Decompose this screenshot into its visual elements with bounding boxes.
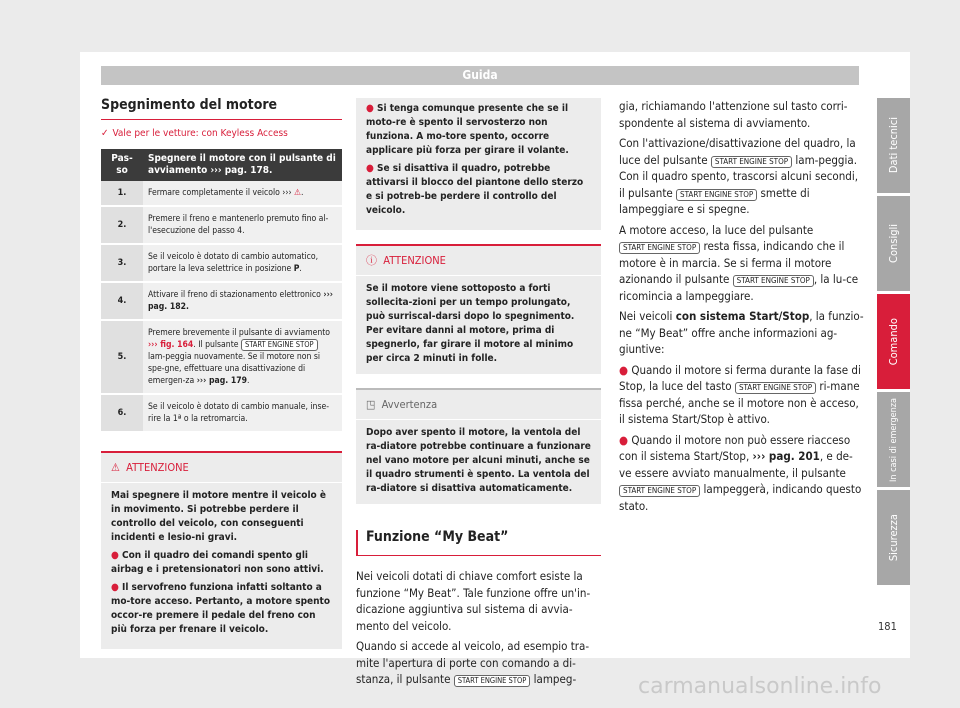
tab-dati-tecnici[interactable]: Dati tecnici: [877, 98, 910, 193]
start-engine-stop-button: START ENGINE STOP: [241, 339, 318, 351]
bullet-icon: ●: [366, 103, 374, 114]
validity-note: ✓ Vale per le vetture: con Keyless Access: [101, 128, 288, 139]
page-link[interactable]: ››› pag. 179: [196, 376, 247, 386]
bullet-icon: ●: [111, 550, 119, 561]
warning-icon: ⚠: [294, 188, 301, 198]
chapter-header: Guida: [101, 66, 859, 85]
bullet-icon: ●: [111, 582, 119, 593]
tab-in-casi-di-emergenza[interactable]: In casi di emergenza: [877, 392, 910, 487]
attention-box: ⓘ ATTENZIONE Se il motore viene sottoposto a forti sollecita-zioni per un tempo prolungato, può surriscal-darsi dopo lo spegnimento. Per evitare danni al motore, prima di spegnerlo, far girare il motore al minimo per circa 2 minuti in folle.: [356, 244, 601, 374]
warning-continued: ● Si tenga comunque presente che se il moto-re è spento il servosterzo non funziona. A mo-tore spento, occorre applicare più forza per girare il volante. ● Se si disattiva il quadro, potrebbe attivarsi il blocco del piantone dello sterzo e si potreb-be perdere il controllo del veicolo.: [356, 98, 601, 230]
start-engine-stop-button: START ENGINE STOP: [619, 242, 700, 254]
column-1: [101, 98, 342, 649]
column-3: gia, richiamando l'attenzione sul tasto corri-spondente al sistema di avviamento. Con l'attivazione/disattivazione del quadro, la luce del pulsante START ENGINE STOP lam-peggia. Con il quadro spento, trascorsi alcuni secondi, il pulsante START ENGINE STOP smette di lampeggiare e si spegne. A motore acceso, la luce del pulsante START ENGINE STOP resta fissa, indicando che il motore è in marcia. Se si ferma il motore azionando il pulsante START ENGINE STOP , la lu-ce ricomincia a lampeggiare. Nei veicoli con sistema Start/Stop, la funzio-ne “My Beat” offre anche informazioni ag-giuntive: ● Quando il motore si ferma durante la fase di Stop, la luce del tasto START ENGINE STOP ri-mane fissa perché, anche se il motore non è acceso, il sistema Start/Stop è attivo. ● Quando il motore non può essere riacceso con il sistema Start/Stop, ››› pag. 201, e de-ve essere avviato manualmente, il pulsante START ENGINE STOP lampeggerà, indicando questo stato.: [619, 99, 864, 513]
bullet-icon: ●: [619, 432, 629, 447]
table-row: 4. Attivare il freno di stazionamento elettronico ››› pag. 182.: [101, 282, 342, 320]
section-title: Spegnimento del motore: [101, 98, 342, 120]
tab-comando[interactable]: Comando: [877, 294, 910, 389]
steps-table: [101, 149, 342, 433]
section-title: Funzione “My Beat”: [356, 530, 601, 556]
page-number: 181: [878, 620, 897, 633]
table-row: 5. Premere brevemente il pulsante di avviamento ››› fig. 164. Il pulsante START ENGINE STOP lam-peggia nuovamente. Se il motore non si spe-gne, effettuare una disattivazione di emergen-za ››› pag. 179.: [101, 320, 342, 394]
bullet-icon: ●: [619, 362, 629, 377]
start-engine-stop-button: START ENGINE STOP: [619, 485, 700, 497]
table-row: 6. Se il veicolo è dotato di cambio manuale, inse-rire la 1ª o la retromarcia.: [101, 394, 342, 432]
table-header-action: Spegnere il motore con il pulsante di avviamento ››› pag. 178.: [143, 149, 342, 181]
start-engine-stop-button: START ENGINE STOP: [676, 189, 757, 201]
note-icon: ◳: [366, 398, 376, 411]
warning-box: ⚠ ATTENZIONE Mai spegnere il motore mentre il veicolo è in movimento. Si potrebbe perdere il controllo del veicolo, con conseguenti incidenti e lesio-ni gravi. ● Con il quadro dei comandi spento gli airbag e i pretensionatori non sono attivi. ● Il servofreno funziona infatti soltanto a mo-tore acceso. Pertanto, a motore spento occor-re premere il pedale del freno con più forza per frenare il veicolo.: [101, 451, 342, 649]
body-text: Nei veicoli dotati di chiave comfort esiste la funzione “My Beat”. Tale funzione offre un'in-dicazione aggiuntiva sul sistema di avvia-mento del veicolo. Quando si accede al veicolo, ad esempio tra-mite l'apertura di porte con comando a di-stanza, il pulsante START ENGINE STOP lampeg-: [356, 569, 591, 686]
table-header-step: Pas-so: [101, 149, 143, 181]
note-box: ◳ Avvertenza Dopo aver spento il motore, la ventola del ra-diatore potrebbe continuare a funzionare nel vano motore per alcuni minuti, anche se il quadro strumenti è spento. La ventola del ra-diatore si disattiva automaticamente.: [356, 388, 601, 504]
warning-icon: ⚠: [111, 461, 120, 474]
page-link[interactable]: ››› pag. 201: [752, 449, 820, 463]
tab-sicurezza[interactable]: Sicurezza: [877, 490, 910, 585]
table-row: 1. Fermare completamente il veicolo ››› ⚠.: [101, 181, 342, 206]
column-2: [356, 98, 601, 692]
table-row: 3. Se il veicolo è dotato di cambio automatico, portare la leva selettrice in posizione P.: [101, 244, 342, 282]
start-engine-stop-button: START ENGINE STOP: [711, 156, 792, 168]
info-circle-icon: ⓘ: [366, 254, 377, 267]
chapter-tabs: [877, 98, 910, 588]
checkmark-icon: ✓: [101, 128, 109, 139]
bullet-icon: ●: [366, 163, 374, 174]
page-link[interactable]: ››› pag. 182.: [148, 290, 333, 312]
table-row: 2. Premere il freno e mantenerlo premuto fino al-l'esecuzione del passo 4.: [101, 206, 342, 244]
start-engine-stop-button: START ENGINE STOP: [733, 275, 814, 287]
tab-consigli[interactable]: Consigli: [877, 196, 910, 291]
watermark: carmanualsonline.info: [638, 674, 882, 699]
figure-link[interactable]: ››› fig. 164: [148, 340, 194, 350]
start-engine-stop-button: START ENGINE STOP: [454, 675, 531, 687]
start-engine-stop-button: START ENGINE STOP: [735, 382, 816, 394]
